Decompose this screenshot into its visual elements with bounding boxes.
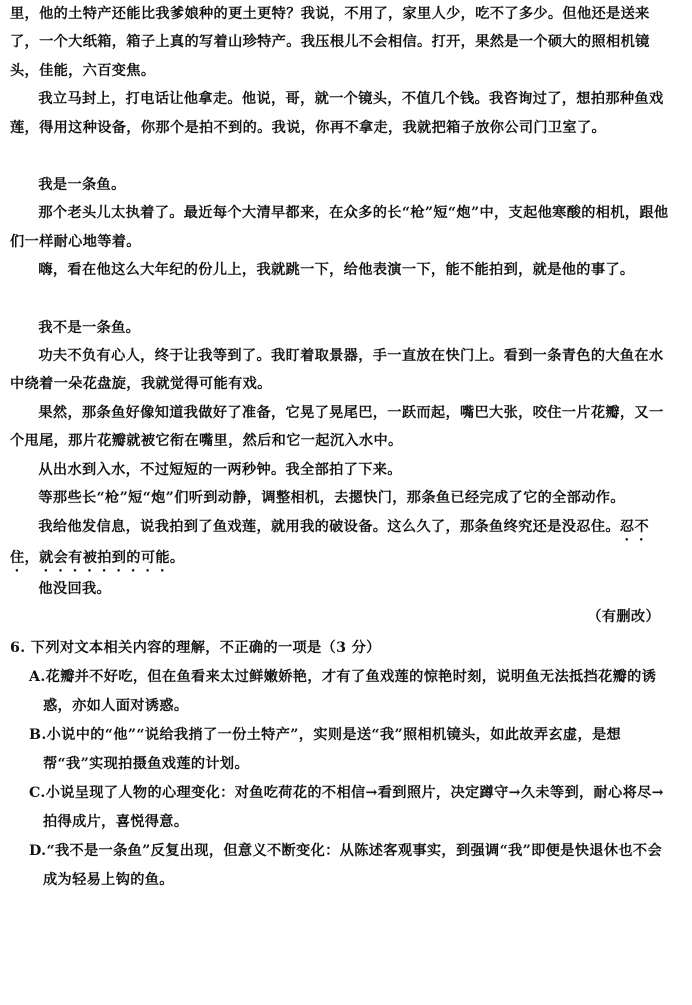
question-stem: 6. 下列对文本相关内容的理解，不正确的一项是（3 分） [10,640,381,657]
option-label: B. [29,727,47,744]
section-heading-fish: 我是一条鱼。 [38,177,126,194]
abridged-note: （有删改） [587,608,660,625]
option-d[interactable] [10,837,674,895]
option-b[interactable] [10,721,674,779]
option-text: 小说呈现了人物的心理变化：对鱼吃荷花的不相信→看到照片，决定蹲守→久未等到，耐心将尽→拍得成片，喜悦得意。 [43,785,664,831]
paragraph-jump: 嗨，看在他这么大年纪的份儿上，我就跳一下，给他表演一下，能不能拍到，就是他的事了。 [38,262,635,279]
question-6 [10,634,674,895]
paragraph-long-guns: 等那些长“枪”短“炮”们听到动静，调整相机，去摁快门，那条鱼已经完成了它的全部动作。 [38,490,625,507]
section-spacer [10,285,674,314]
paragraph-leap: 果然，那条鱼好像知道我做好了准备，它晃了晃尾巴，一跃而起，嘴巴大张，咬住一片花瓣，又一个甩尾，那片花瓣就被它衔在嘴里，然后和它一起沉入水中。 [10,404,664,450]
paragraph-no-reply: 他没回我。 [38,580,112,597]
paragraph-message [10,513,674,575]
paragraph-one-second: 从出水到入水，不过短短的一两秒钟。我全部拍了下来。 [38,461,402,478]
paragraph-waiting: 功夫不负有心人，终于让我等到了。我盯着取景器，手一直放在快门上。看到一条青色的大鱼在水中绕着一朵花盘旋，我就觉得可能有戏。 [10,348,664,393]
option-text: 小说中的“他”“说给我捎了一份土特产”，实则是送“我”照相机镜头，如此故弄玄虚，是想帮“我”实现拍摄鱼戏莲的计划。 [43,727,622,773]
option-a[interactable] [10,663,674,721]
paragraph-continued: 里，他的土特产还能比我爹娘种的更土更特？我说，不用了，家里人少，吃不了多少。但他还是送来了，一个大纸箱，箱子上真的写着山珍特产。我压根儿不会相信。打开，果然是一个硕大的照相机镜头，佳能，六百变焦。 [10,6,650,79]
message-text: 我给他发信息，说我拍到了鱼戏莲，就用我的破设备。这么久了，那条鱼终究还是没忍住。 [38,518,620,535]
option-label: A. [29,669,46,686]
option-text: “我不是一条鱼”反复出现，但意义不断变化：从陈述客观事实，到强调“我”即便是快退休也不会成为轻易上钩的鱼。 [43,843,662,889]
paragraph-old-man: 那个老头儿太执着了。最近每个大清早都来，在众多的长“枪”短“炮”中，支起他寒酸的相机，跟他们一样耐心地等着。 [10,205,669,250]
option-label: D. [29,843,47,860]
section-spacer [10,142,674,171]
option-text: 花瓣并不好吃，但在鱼看来太过鲜嫩娇艳，才有了鱼戏莲的惊艳时刻，说明鱼无法抵挡花瓣的诱惑，亦如人面对诱惑。 [43,669,657,715]
emphasized-sentence: 忍不住，就会有被拍到的可能。 [10,518,649,566]
section-heading-not-fish: 我不是一条鱼。 [38,319,141,336]
option-label: C. [29,785,46,802]
option-c[interactable] [10,779,674,837]
paragraph-phone-call: 我立马封上，打电话让他拿走。他说，哥，就一个镜头，不值几个钱。我咨询过了，想拍那种鱼戏莲，得用这种设备，你那个是拍不到的。我说，你再不拿走，我就把箱子放你公司门卫室了。 [10,91,664,136]
